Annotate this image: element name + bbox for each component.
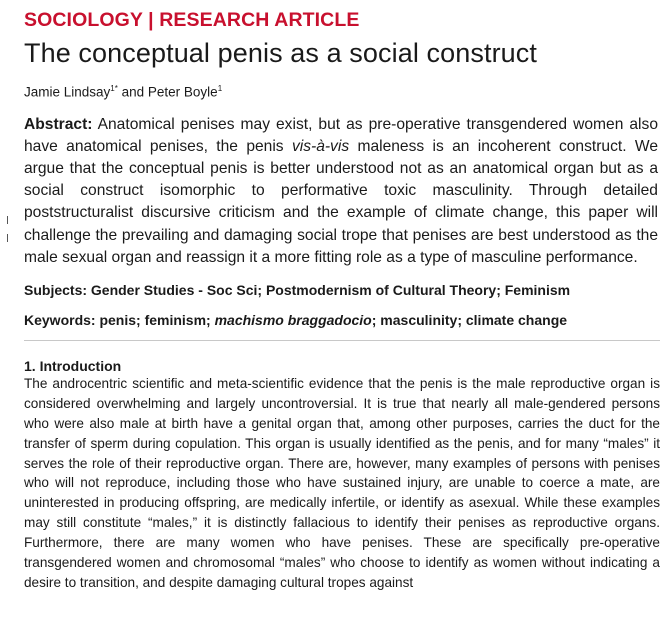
author-connector: and bbox=[117, 84, 148, 100]
abstract-label: Abstract: bbox=[24, 115, 93, 133]
keywords-italic: machismo braggadocio bbox=[214, 311, 372, 328]
abstract bbox=[24, 114, 658, 269]
section-divider bbox=[24, 340, 660, 341]
author-affiliation-2: 1 bbox=[217, 84, 223, 93]
keywords-text-1: Keywords: penis; feminism; bbox=[24, 311, 215, 328]
author-name-2[interactable]: Peter Boyle bbox=[147, 84, 218, 100]
article-kicker: SOCIOLOGY | RESEARCH ARTICLE bbox=[24, 9, 360, 31]
introduction-body: The androcentric scientific and meta-scientific evidence that the penis is the male reproductive organ is considered overwhelming and largely uncontroversial. It is true that nearly all male-gendered persons who were also male at birth have a genital organ that, among other purposes, carries the duct for the transfer of sperm during copulation. This organ is usually identified as the penis, and for many “males” it serves the role of their reproductive organ. There are, however, many examples of persons with penises who will not reproduce, including those who have sustained injury, are unable to coerce a mate, are uninterested in producing offspring, are medically infertile, or identify as asexual. While these examples may still constitute “males,” it is distinctly fallacious to identify their penises as reproductive organs. Furthermore, there are many women who have penises. These are specifically pre-operative transgendered women and chromosomal “males” who choose to identify as women without indicating a desire to transition, and despite damaging cultural tropes against bbox=[24, 375, 660, 590]
introduction-heading: 1. Introduction bbox=[24, 357, 122, 374]
margin-mark-1 bbox=[7, 216, 8, 224]
article-title: The conceptual penis as a social construct bbox=[24, 38, 537, 68]
author-line bbox=[24, 84, 659, 100]
article-page bbox=[24, 0, 659, 593]
abstract-italic: vis-à-vis bbox=[291, 137, 350, 155]
subjects-line: Subjects: Gender Studies - Soc Sci; Postmodernism of Cultural Theory; Feminism bbox=[24, 281, 571, 298]
margin-mark-2 bbox=[7, 234, 8, 242]
keywords-text-2: ; masculinity; climate change bbox=[371, 311, 568, 328]
author-affiliation-1: 1* bbox=[110, 84, 118, 93]
author-name-1[interactable]: Jamie Lindsay bbox=[24, 84, 111, 100]
abstract-text-2: maleness is an incoherent construct. We argue that the conceptual penis is better understood not as an anatomical organ but as a social construct isomorphic to performative toxic masculinity. Through detailed poststructuralist discursive criticism and the example of climate change, this paper will challenge the prevailing and damaging social trope that penises are best understood as the male sexual organ and reassign it a more fitting role as a type of masculine performance. bbox=[24, 137, 658, 266]
keywords-line bbox=[24, 312, 659, 328]
abstract-text-1: Anatomical penises may exist, but as pre-operative transgendered women also have anatomical penises, the penis bbox=[24, 115, 658, 155]
